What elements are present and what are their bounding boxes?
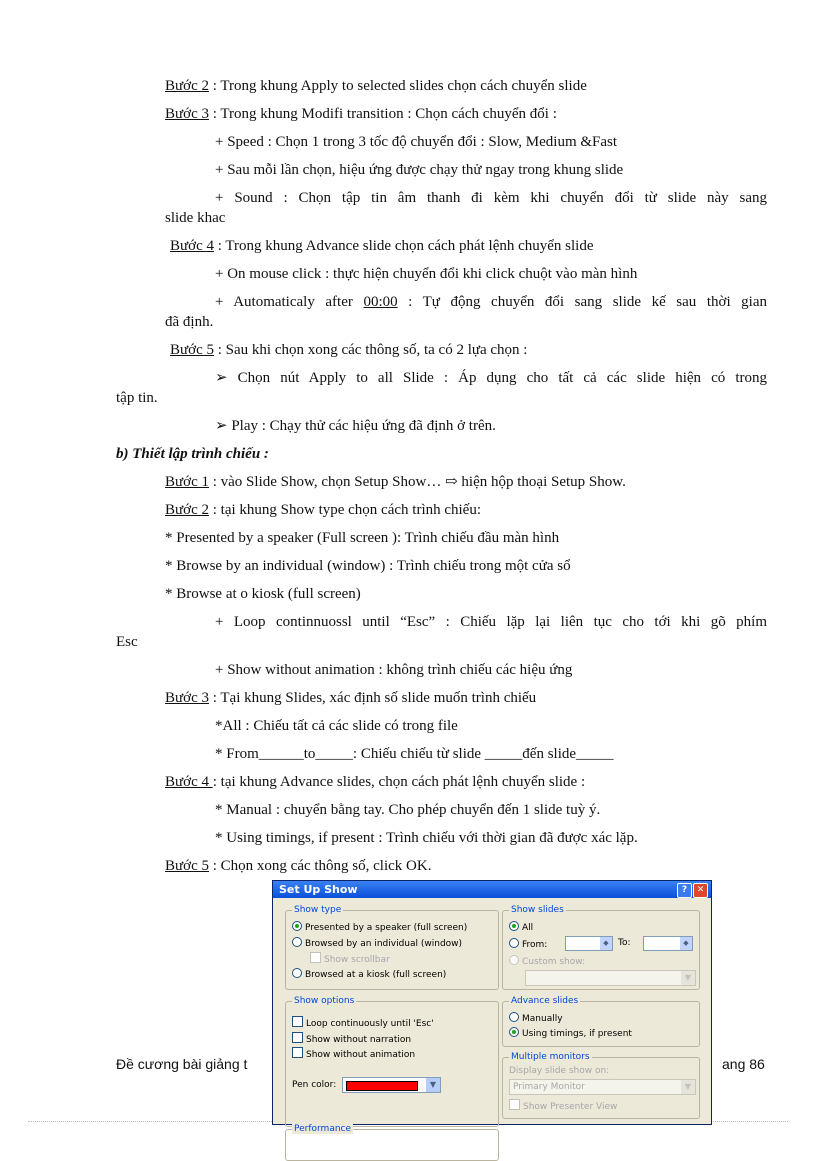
radio-all-slides[interactable] bbox=[509, 921, 533, 934]
para-text: : Tại khung Slides, xác định số slide muốn trình chiếu bbox=[208, 690, 537, 706]
para-setup-step5 bbox=[165, 857, 431, 875]
radio-browsed-individual[interactable] bbox=[292, 937, 462, 950]
step-label: Bước 5 bbox=[165, 858, 209, 874]
setup-show-dialog bbox=[272, 880, 712, 1134]
checkbox-icon[interactable] bbox=[292, 1047, 303, 1058]
step-label: Bước 3 bbox=[165, 106, 209, 122]
checkbox-icon[interactable] bbox=[292, 1032, 303, 1043]
radio-presented-by-speaker[interactable] bbox=[292, 921, 467, 934]
multiple-monitors-group bbox=[502, 1052, 700, 1119]
para-step2-transition bbox=[165, 77, 587, 95]
para-sound-cont: slide khac bbox=[165, 210, 226, 226]
para-loop-cont: Esc bbox=[116, 634, 138, 650]
custom-show-select bbox=[525, 970, 696, 986]
para-text: : Tự động chuyển đổi sang slide kế sau thời gian bbox=[397, 294, 768, 310]
para-browse-individual: * Browse by an individual (window) : Trình chiếu trong một cửa sổ bbox=[165, 558, 571, 574]
footer-page: ang 86 bbox=[722, 1056, 765, 1072]
display-on-label: Display slide show on: bbox=[509, 1066, 610, 1076]
step-label: Bước 4 bbox=[170, 238, 214, 254]
para-manual: * Manual : chuyển bằng tay. Cho phép chuyển đến 1 slide tuỳ ý. bbox=[215, 802, 601, 818]
checkbox-no-narration[interactable] bbox=[292, 1032, 411, 1046]
para-play: ➢ Play : Chạy thử các hiệu ứng đã định ở trên. bbox=[215, 418, 496, 434]
radio-browsed-kiosk[interactable] bbox=[292, 968, 446, 981]
para-text: : Trong khung Modifi transition : Chọn cách chuyển đổi : bbox=[208, 106, 557, 122]
radio-selected-icon[interactable] bbox=[509, 1027, 519, 1037]
radio-icon bbox=[509, 955, 519, 965]
option-label: Loop continuously until 'Esc' bbox=[306, 1019, 434, 1029]
show-options-group bbox=[285, 996, 499, 1127]
multiple-monitors-title: Multiple monitors bbox=[511, 1052, 590, 1062]
option-label: Show Presenter View bbox=[523, 1102, 618, 1112]
option-label: Show scrollbar bbox=[324, 955, 390, 965]
checkbox-show-scrollbar bbox=[310, 952, 390, 966]
para-step3-transition bbox=[165, 105, 557, 123]
para-text: : Trong khung Apply to selected slides chọn cách chuyển slide bbox=[208, 78, 587, 94]
radio-selected-icon[interactable] bbox=[509, 921, 519, 931]
advance-slides-title: Advance slides bbox=[511, 996, 579, 1006]
para-setup-step4 bbox=[165, 773, 585, 791]
help-icon[interactable]: ? bbox=[677, 883, 692, 898]
chevron-down-icon[interactable]: ▼ bbox=[426, 1078, 440, 1092]
time-value: 00:00 bbox=[363, 294, 398, 310]
spinner-icon[interactable]: ◆ bbox=[680, 937, 692, 950]
option-label: Show without animation bbox=[306, 1050, 416, 1060]
para-text: : Chọn xong các thông số, click OK. bbox=[208, 858, 432, 874]
para-text: : tại khung Advance slides, chọn cách phát lệnh chuyển slide : bbox=[212, 774, 586, 790]
option-label: Browsed by an individual (window) bbox=[305, 939, 463, 949]
from-input[interactable] bbox=[565, 936, 613, 951]
para-text: + Automaticaly after bbox=[215, 294, 364, 310]
para-speed: + Speed : Chọn 1 trong 3 tốc độ chuyển đổi : Slow, Medium &Fast bbox=[215, 134, 618, 150]
step-label: Bước 2 bbox=[165, 502, 209, 518]
spinner-icon[interactable]: ◆ bbox=[600, 937, 612, 950]
para-apply-all: ➢ Chọn nút Apply to all Slide : Áp dụng cho tất cả các slide hiện có trong bbox=[215, 370, 767, 386]
radio-icon[interactable] bbox=[509, 1012, 519, 1022]
para-setup-step1 bbox=[165, 473, 626, 491]
option-label: Manually bbox=[522, 1014, 563, 1024]
show-slides-title: Show slides bbox=[511, 905, 564, 915]
para-no-animation: + Show without animation : không trình chiếu các hiệu ứng bbox=[215, 662, 573, 678]
step-label: Bước 5 bbox=[170, 342, 214, 358]
radio-selected-icon[interactable] bbox=[292, 921, 302, 931]
show-options-title: Show options bbox=[294, 996, 355, 1006]
para-all: *All : Chiếu tất cả các slide có trong file bbox=[215, 718, 458, 734]
para-timings: * Using timings, if present : Trình chiếu với thời gian đã được xác lặp. bbox=[215, 830, 638, 846]
radio-manually[interactable] bbox=[509, 1012, 563, 1025]
step-label: Bước 1 bbox=[165, 474, 209, 490]
show-type-title: Show type bbox=[294, 905, 342, 915]
performance-group bbox=[285, 1124, 499, 1161]
option-label: Presented by a speaker (full screen) bbox=[305, 923, 468, 933]
para-text: : Sau khi chọn xong các thông số, ta có 2 lựa chọn : bbox=[213, 342, 528, 358]
option-label: All bbox=[522, 923, 534, 933]
display-monitor-value: Primary Monitor bbox=[513, 1082, 585, 1092]
para-sound: + Sound : Chọn tập tin âm thanh đi kèm khi chuyển đổi từ slide này sang bbox=[215, 190, 767, 206]
radio-icon[interactable] bbox=[509, 938, 519, 948]
dialog-titlebar bbox=[273, 881, 711, 898]
checkbox-icon bbox=[509, 1099, 520, 1110]
advance-slides-group bbox=[502, 996, 700, 1047]
chevron-down-icon: ▼ bbox=[681, 971, 695, 985]
para-text: : Trong khung Advance slide chọn cách phát lệnh chuyển slide bbox=[213, 238, 594, 254]
checkbox-no-animation[interactable] bbox=[292, 1047, 415, 1061]
para-loop: + Loop continnuossl until “Esc” : Chiếu lặp lại liên tục cho tới khi gõ phím bbox=[215, 614, 767, 630]
option-label: Custom show: bbox=[522, 957, 586, 967]
close-icon[interactable]: ✕ bbox=[693, 883, 708, 898]
para-setup-step2 bbox=[165, 501, 481, 519]
para-presented: * Presented by a speaker (Full screen ): Trình chiếu đầu màn hình bbox=[165, 530, 560, 546]
dialog-title: Set Up Show bbox=[279, 883, 358, 896]
para-browse-kiosk: * Browse at o kiosk (full screen) bbox=[165, 586, 361, 602]
para-automatic-cont: đã định. bbox=[165, 314, 214, 330]
radio-from[interactable] bbox=[509, 938, 547, 951]
show-type-group bbox=[285, 905, 499, 990]
para-text: : tại khung Show type chọn cách trình chiếu: bbox=[208, 502, 482, 518]
checkbox-loop[interactable] bbox=[292, 1016, 434, 1030]
chevron-down-icon: ▼ bbox=[681, 1080, 695, 1094]
radio-icon[interactable] bbox=[292, 968, 302, 978]
para-automatic bbox=[215, 293, 767, 311]
para-text: : vào Slide Show, chọn Setup Show… ⇨ hiện hộp thoại Setup Show. bbox=[208, 474, 626, 490]
radio-custom-show bbox=[509, 955, 585, 968]
option-label: Show without narration bbox=[306, 1035, 412, 1045]
step-label: Bước 2 bbox=[165, 78, 209, 94]
performance-title: Performance bbox=[294, 1124, 352, 1134]
para-step4-advance bbox=[170, 237, 594, 255]
to-label: To: bbox=[618, 938, 631, 948]
option-label: Using timings, if present bbox=[522, 1029, 632, 1039]
footer-left: Đề cương bài giảng t bbox=[116, 1056, 248, 1072]
show-slides-group bbox=[502, 905, 700, 990]
option-label: From: bbox=[522, 940, 548, 950]
to-input[interactable] bbox=[643, 936, 693, 951]
para-mouse-click: + On mouse click : thực hiện chuyển đổi khi click chuột vào màn hình bbox=[215, 266, 638, 282]
para-setup-step3 bbox=[165, 689, 536, 707]
checkbox-icon[interactable] bbox=[292, 1016, 303, 1027]
option-label: Browsed at a kiosk (full screen) bbox=[305, 970, 447, 980]
display-monitor-select bbox=[509, 1079, 696, 1095]
para-apply-all-cont: tập tin. bbox=[116, 390, 158, 406]
para-step5-choices bbox=[170, 341, 527, 359]
checkbox-icon bbox=[310, 952, 321, 963]
para-from-to: * From______to_____: Chiếu chiếu từ slide _____đến slide_____ bbox=[215, 746, 614, 762]
checkbox-presenter-view bbox=[509, 1099, 617, 1113]
pen-color-select[interactable] bbox=[342, 1077, 441, 1093]
step-label: Bước 4 bbox=[165, 774, 213, 790]
radio-using-timings[interactable] bbox=[509, 1027, 632, 1040]
section-heading: b) Thiết lập trình chiếu : bbox=[116, 446, 269, 462]
step-label: Bước 3 bbox=[165, 690, 209, 706]
pen-color-swatch bbox=[346, 1081, 418, 1091]
radio-icon[interactable] bbox=[292, 937, 302, 947]
para-preview: + Sau mỗi lần chọn, hiệu ứng được chạy thử ngay trong khung slide bbox=[215, 162, 624, 178]
pen-color-label: Pen color: bbox=[292, 1080, 337, 1090]
